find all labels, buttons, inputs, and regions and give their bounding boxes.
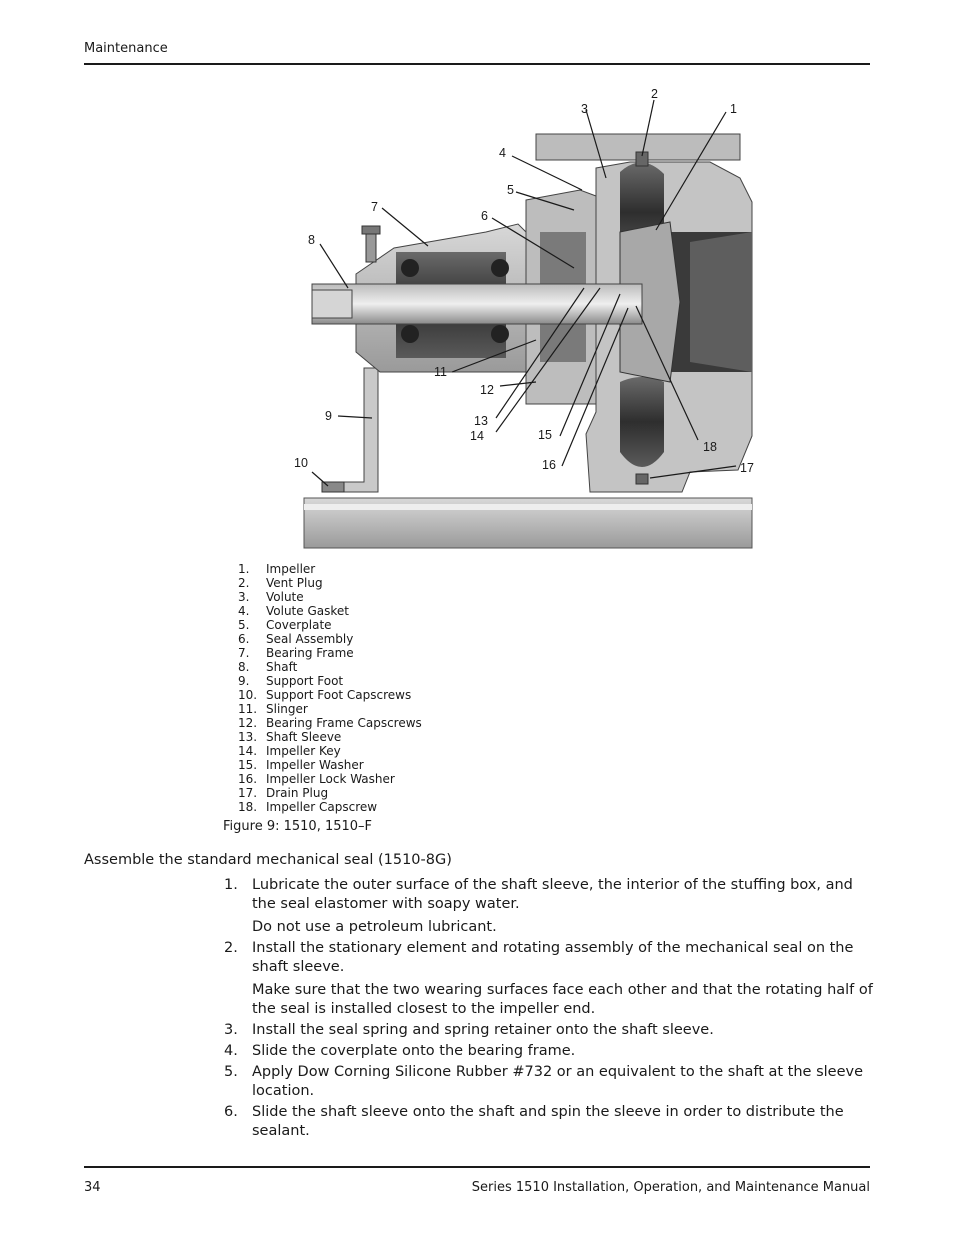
callout-6: 6	[481, 209, 488, 223]
callout-3: 3	[581, 102, 588, 116]
callout-5: 5	[507, 183, 514, 197]
step-note: Make sure that the two wearing surfaces face each other and that the rotating half of the seal is installed closest to the impeller end.	[252, 982, 873, 1017]
callout-11: 11	[434, 365, 447, 379]
callout-16: 16	[542, 458, 556, 472]
callout-2: 2	[651, 87, 658, 101]
legend-item: 9. Support Foot	[238, 674, 344, 688]
pump-cutaway-figure	[290, 82, 770, 554]
legend-item: 16. Impeller Lock Washer	[238, 772, 395, 786]
parts-legend	[238, 562, 422, 814]
support-foot	[324, 368, 378, 492]
legend-item: 13. Shaft Sleeve	[238, 730, 342, 744]
legend-item: 1. Impeller	[238, 562, 316, 576]
callout-4: 4	[499, 146, 506, 160]
step-6: 6. Slide the shaft sleeve onto the shaft and spin the sleeve in order to distribute the sealant.	[224, 1104, 844, 1139]
procedure-steps	[224, 876, 874, 1143]
header-rule	[84, 63, 870, 65]
manual-title: Series 1510 Installation, Operation, and Maintenance Manual	[471, 1180, 870, 1195]
legend-item: 6. Seal Assembly	[238, 632, 354, 646]
step-note: Do not use a petroleum lubricant.	[252, 919, 497, 935]
step-1: 1. Lubricate the outer surface of the shaft sleeve, the interior of the stuffing box, and the seal elastomer with soapy water. Do not use a petroleum lubricant.	[224, 876, 874, 937]
callout-8: 8	[308, 233, 315, 247]
footer-rule	[84, 1166, 870, 1168]
step-5: 5. Apply Dow Corning Silicone Rubber #732 or an equivalent to the shaft at the sleeve location.	[224, 1064, 864, 1099]
step-3: 3. Install the seal spring and spring retainer onto the shaft sleeve.	[224, 1022, 714, 1038]
callout-18: 18	[703, 440, 717, 454]
legend-item: 7. Bearing Frame	[238, 646, 354, 660]
legend-item: 14. Impeller Key	[238, 744, 341, 758]
callout-7: 7	[371, 200, 378, 214]
callout-9: 9	[325, 409, 332, 423]
figure-caption: Figure 9: 1510, 1510–F	[223, 819, 373, 834]
callout-17: 17	[740, 461, 754, 475]
step-4: 4. Slide the coverplate onto the bearing frame.	[224, 1043, 576, 1059]
legend-item: 5. Coverplate	[238, 618, 332, 632]
legend-item: 3. Volute	[238, 590, 304, 604]
legend-item: 11. Slinger	[238, 702, 308, 716]
step-2: 2. Install the stationary element and rotating assembly of the mechanical seal on the shaft sleeve. Make sure that the two wearing surfaces face each other and that the rotating half of the seal is installed closest to the impeller end.	[224, 940, 873, 1017]
callout-14: 14	[470, 429, 484, 443]
callout-12: 12	[480, 383, 494, 397]
callout-13: 13	[474, 414, 488, 428]
page-number: 34	[84, 1180, 101, 1195]
legend-item: 12. Bearing Frame Capscrews	[238, 716, 422, 730]
legend-item: 8. Shaft	[238, 660, 298, 674]
callout-10: 10	[294, 456, 308, 470]
section-title: Assemble the standard mechanical seal (1510-8G)	[84, 852, 452, 868]
running-header: Maintenance	[84, 41, 168, 56]
legend-item: 18. Impeller Capscrew	[238, 800, 378, 814]
shaft	[312, 284, 642, 324]
callout-1: 1	[730, 102, 737, 116]
legend-item: 4. Volute Gasket	[238, 604, 349, 618]
legend-item: 17. Drain Plug	[238, 786, 329, 800]
legend-item: 15. Impeller Washer	[238, 758, 364, 772]
legend-item: 2. Vent Plug	[238, 576, 323, 590]
callout-15: 15	[538, 428, 552, 442]
legend-item: 10. Support Foot Capscrews	[238, 688, 412, 702]
